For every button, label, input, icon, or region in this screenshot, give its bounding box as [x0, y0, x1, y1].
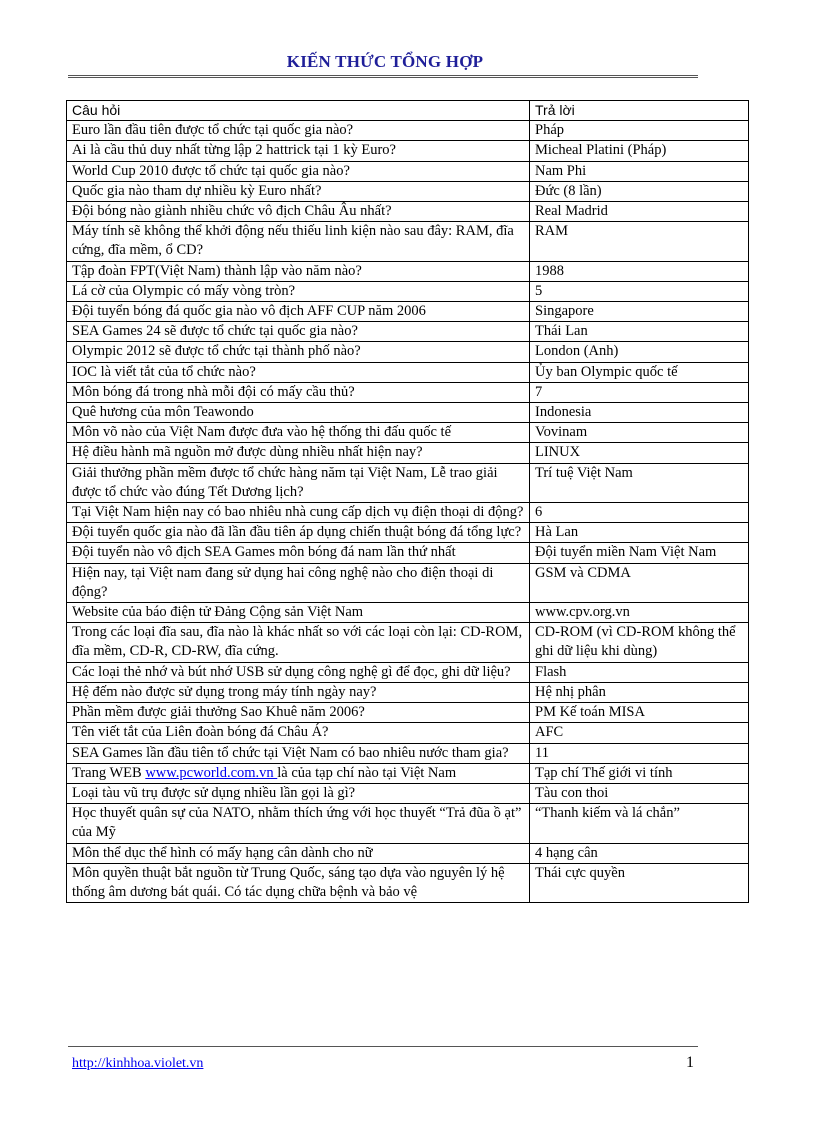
table-row [67, 322, 749, 342]
question-cell: IOC là viết tắt của tổ chức nào? [67, 362, 530, 382]
answer-cell: 11 [530, 743, 749, 763]
answer-cell: RAM [530, 222, 749, 261]
table-row [67, 382, 749, 402]
question-cell: Tên viết tắt của Liên đoàn bóng đá Châu Á? [67, 723, 530, 743]
table-row [67, 202, 749, 222]
question-cell: Loại tàu vũ trụ được sử dụng nhiều lần gọi là gì? [67, 783, 530, 803]
table-row [67, 603, 749, 623]
answer-cell: 4 hạng cân [530, 843, 749, 863]
question-cell: Trong các loại đĩa sau, đĩa nào là khác nhất so với các loại còn lại: CD-ROM, đĩa mềm, CD-R, CD-RW, đĩa cứng. [67, 623, 530, 662]
question-cell: Đội tuyển quốc gia nào đã lần đầu tiên áp dụng chiến thuật bóng đá tổng lực? [67, 523, 530, 543]
answer-cell: Indonesia [530, 403, 749, 423]
answer-cell: Hà Lan [530, 523, 749, 543]
question-cell: Quốc gia nào tham dự nhiều kỳ Euro nhất? [67, 181, 530, 201]
table-row [67, 302, 749, 322]
table-row [67, 703, 749, 723]
answer-cell: 5 [530, 281, 749, 301]
table-row [67, 281, 749, 301]
table-row [67, 423, 749, 443]
question-cell: Môn quyền thuật bắt nguồn từ Trung Quốc, sáng tạo dựa vào nguyên lý hệ thống âm dương bát quái. Có tác dụng chữa bệnh và bảo vệ [67, 863, 530, 902]
answer-cell: Ủy ban Olympic quốc tế [530, 362, 749, 382]
answer-cell: Tàu con thoi [530, 783, 749, 803]
answer-cell: Tạp chí Thế giới vi tính [530, 763, 749, 783]
answer-cell: Thái Lan [530, 322, 749, 342]
question-cell: Máy tính sẽ không thể khởi động nếu thiếu linh kiện nào sau đây: RAM, đĩa cứng, đĩa mềm, ổ CD? [67, 222, 530, 261]
header-answer: Trả lời [530, 101, 749, 121]
question-cell: SEA Games lần đầu tiên tổ chức tại Việt Nam có bao nhiêu nước tham gia? [67, 743, 530, 763]
question-cell [67, 763, 530, 783]
question-cell: Tại Việt Nam hiện nay có bao nhiêu nhà cung cấp dịch vụ điện thoại di động? [67, 503, 530, 523]
table-row [67, 443, 749, 463]
table-row [67, 623, 749, 662]
answer-cell: 7 [530, 382, 749, 402]
table-row [67, 682, 749, 702]
footer-divider [68, 1046, 698, 1047]
qa-table [66, 100, 749, 903]
table-row [67, 523, 749, 543]
answer-cell: Thái cực quyền [530, 863, 749, 902]
question-cell: Lá cờ của Olympic có mấy vòng tròn? [67, 281, 530, 301]
answer-cell: Trí tuệ Việt Nam [530, 463, 749, 502]
question-cell: Đội bóng nào giành nhiều chức vô địch Châu Âu nhất? [67, 202, 530, 222]
answer-cell: PM Kế toán MISA [530, 703, 749, 723]
question-text: Trang WEB [72, 764, 146, 781]
answer-cell: Đội tuyển miền Nam Việt Nam [530, 543, 749, 563]
answer-cell: LINUX [530, 443, 749, 463]
page-number: 1 [686, 1054, 694, 1071]
answer-cell: CD-ROM (vì CD-ROM không thể ghi dữ liệu khi dùng) [530, 623, 749, 662]
question-cell: Olympic 2012 sẽ được tổ chức tại thành phố nào? [67, 342, 530, 362]
answer-cell: 1988 [530, 261, 749, 281]
table-row [67, 222, 749, 261]
table-row [67, 723, 749, 743]
table-row [67, 662, 749, 682]
question-cell: Euro lần đầu tiên được tổ chức tại quốc gia nào? [67, 121, 530, 141]
table-row [67, 563, 749, 602]
question-cell: Quê hương của môn Teawondo [67, 403, 530, 423]
answer-cell: Flash [530, 662, 749, 682]
question-cell: Đội tuyển bóng đá quốc gia nào vô địch AFF CUP năm 2006 [67, 302, 530, 322]
table-row [67, 463, 749, 502]
question-cell: Tập đoàn FPT(Việt Nam) thành lập vào năm nào? [67, 261, 530, 281]
table-row [67, 261, 749, 281]
question-cell: Hiện nay, tại Việt nam đang sử dụng hai công nghệ nào cho điện thoại di động? [67, 563, 530, 602]
answer-cell: GSM và CDMA [530, 563, 749, 602]
question-cell: Học thuyết quân sự của NATO, nhằm thích ứng với học thuyết “Trả đũa ồ ạt” của Mỹ [67, 804, 530, 843]
table-row [67, 843, 749, 863]
table-row [67, 362, 749, 382]
question-cell: Hệ điều hành mã nguồn mở được dùng nhiều nhất hiện nay? [67, 443, 530, 463]
document-title: KIẾN THỨC TỔNG HỢP [286, 52, 484, 71]
table-row [67, 141, 749, 161]
question-cell: Đội tuyển nào vô địch SEA Games môn bóng đá nam lần thứ nhất [67, 543, 530, 563]
question-cell: Hệ đếm nào được sử dụng trong máy tính ngày nay? [67, 682, 530, 702]
answer-cell: Hệ nhị phân [530, 682, 749, 702]
question-cell: Môn bóng đá trong nhà mỗi đội có mấy cầu thủ? [67, 382, 530, 402]
question-cell: Ai là cầu thủ duy nhất từng lập 2 hattrick tại 1 kỳ Euro? [67, 141, 530, 161]
question-cell: Website của báo điện tử Đảng Cộng sản Việt Nam [67, 603, 530, 623]
answer-cell: Nam Phi [530, 161, 749, 181]
header-question: Câu hỏi [67, 101, 530, 121]
answer-cell: “Thanh kiếm và lá chắn” [530, 804, 749, 843]
answer-cell: Pháp [530, 121, 749, 141]
question-cell: Các loại thẻ nhớ và bút nhớ USB sử dụng công nghệ gì để đọc, ghi dữ liệu? [67, 662, 530, 682]
table-row [67, 403, 749, 423]
table-row [67, 763, 749, 783]
table-row [67, 783, 749, 803]
question-cell: SEA Games 24 sẽ được tổ chức tại quốc gia nào? [67, 322, 530, 342]
footer-url-link[interactable]: http://kinhhoa.violet.vn [72, 1056, 204, 1071]
table-row [67, 743, 749, 763]
answer-cell: 6 [530, 503, 749, 523]
table-row [67, 503, 749, 523]
question-cell: Giải thưởng phần mềm được tổ chức hàng năm tại Việt Nam, Lễ trao giải được tổ chức vào đúng Tết Dương lịch? [67, 463, 530, 502]
table-row [67, 121, 749, 141]
table-row [67, 181, 749, 201]
question-cell: Phần mềm được giải thưởng Sao Khuê năm 2006? [67, 703, 530, 723]
table-row [67, 863, 749, 902]
title-divider [68, 75, 698, 78]
question-link[interactable]: www.pcworld.com.vn [145, 764, 278, 781]
table-header-row [67, 101, 749, 121]
answer-cell: Micheal Platini (Pháp) [530, 141, 749, 161]
table-row [67, 804, 749, 843]
answer-cell: Đức (8 lần) [530, 181, 749, 201]
table-row [67, 342, 749, 362]
answer-cell: AFC [530, 723, 749, 743]
question-text: là của tạp chí nào tại Việt Nam [277, 764, 457, 781]
answer-cell: Singapore [530, 302, 749, 322]
answer-cell: Vovinam [530, 423, 749, 443]
answer-cell: London (Anh) [530, 342, 749, 362]
table-row [67, 543, 749, 563]
table-row [67, 161, 749, 181]
answer-cell: www.cpv.org.vn [530, 603, 749, 623]
question-cell: World Cup 2010 được tổ chức tại quốc gia nào? [67, 161, 530, 181]
question-cell: Môn thể dục thể hình có mấy hạng cân dành cho nữ [67, 843, 530, 863]
answer-cell: Real Madrid [530, 202, 749, 222]
question-cell: Môn võ nào của Việt Nam được đưa vào hệ thống thi đấu quốc tế [67, 423, 530, 443]
